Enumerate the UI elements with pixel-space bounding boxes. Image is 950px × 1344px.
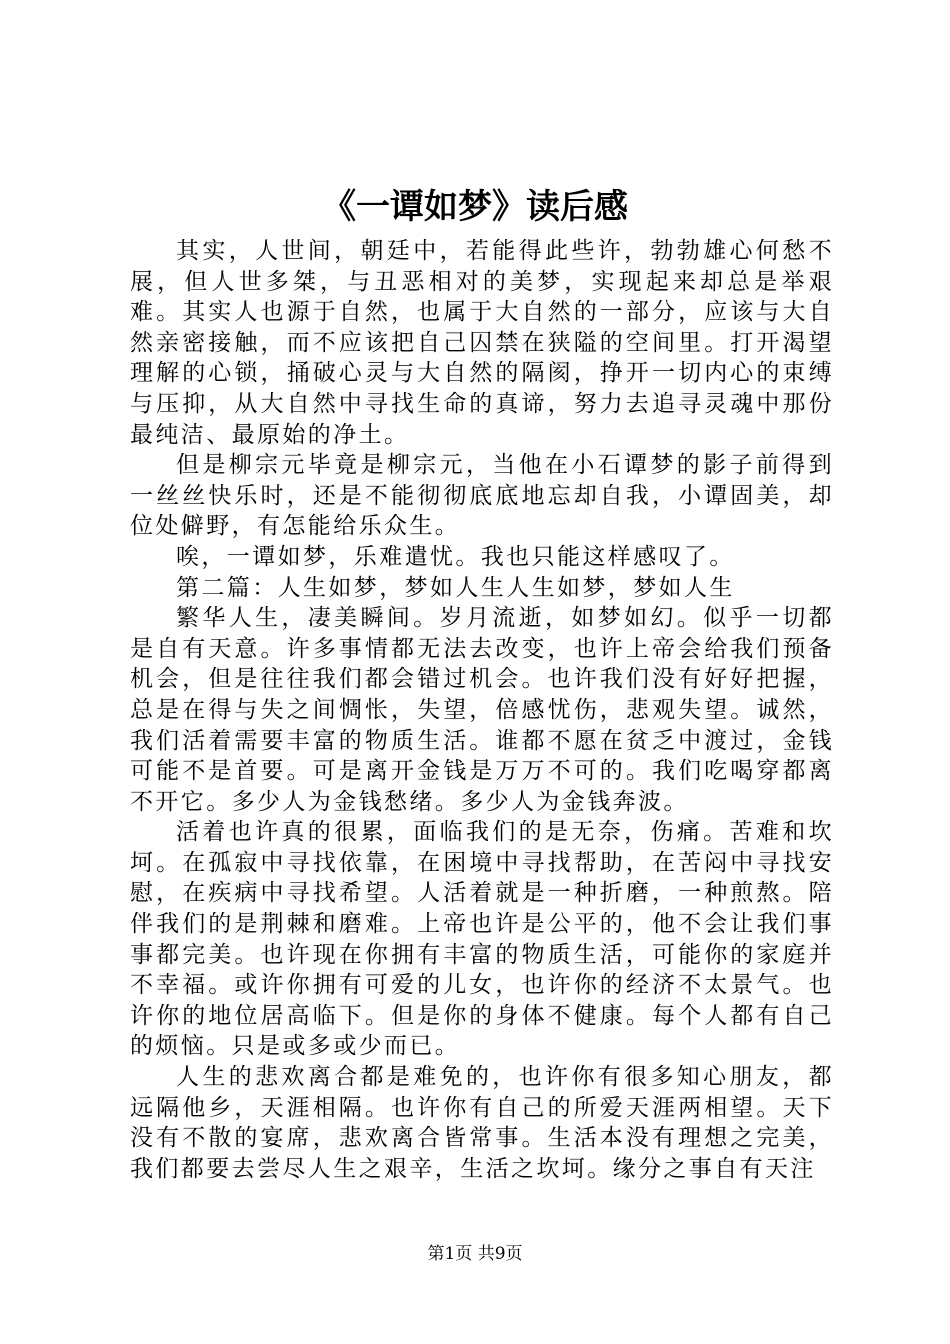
document-title: 《一谭如梦》读后感 [322, 187, 628, 227]
paragraph-3: 唉，一谭如梦，乐难遣忧。我也只能这样感叹了。 [176, 543, 735, 570]
document-body [130, 236, 834, 1184]
paragraph-2: 但是柳宗元毕竟是柳宗元，当他在小石谭梦的影子前得到一丝丝快乐时，还是不能彻彻底底地忘却自我，小谭固美，却位处僻野，有怎能给乐众生。 [130, 452, 834, 540]
paragraph-4: 繁华人生，凄美瞬间。岁月流逝，如梦如幻。似乎一切都是自有天意。许多事情都无法去改变，也许上帝会给我们预备机会，但是往往我们都会错过机会。也许我们没有好好把握，总是在得与失之间惆怅，失望，倍感忧伤，悲观失望。诚然，我们活着需要丰富的物质生活。谁都不愿在贫乏中渡过，金钱可能不是首要。可是离开金钱是万万不可的。我们吃喝穿都离不开它。多少人为金钱愁绪。多少人为金钱奔波。 [130, 605, 834, 815]
page-number-footer: 第1页 共9页 [427, 1244, 523, 1264]
paragraph-1: 其实，人世间，朝廷中，若能得此些许，勃勃雄心何愁不展，但人世多桀，与丑恶相对的美梦，实现起来却总是举艰难。其实人也源于自然，也属于大自然的一部分，应该与大自然亲密接触，而不应该把自己囚禁在狭隘的空间里。打开渴望理解的心锁，捅破心灵与大自然的隔阂，挣开一切内心的束缚与压抑，从大自然中寻找生命的真谛，努力去追寻灵魂中那份最纯洁、最原始的净土。 [130, 238, 834, 448]
paragraph-5: 活着也许真的很累，面临我们的是无奈，伤痛。苦难和坎坷。在孤寂中寻找依靠，在困境中寻找帮助，在苦闷中寻找安慰，在疾病中寻找希望。人活着就是一种折磨，一种煎熬。陪伴我们的是荆棘和磨难。上帝也许是公平的，他不会让我们事事都完美。也许现在你拥有丰富的物质生活，可能你的家庭并不幸福。或许你拥有可爱的儿女，也许你的经济不太景气。也许你的地位居高临下。但是你的身体不健康。每个人都有自己的烦恼。只是或多或少而已。 [130, 819, 834, 1060]
section-heading: 第二篇：人生如梦，梦如人生人生如梦，梦如人生 [176, 574, 735, 601]
paragraph-6: 人生的悲欢离合都是难免的，也许你有很多知心朋友，都远隔他乡，天涯相隔。也许你有自己的所爱天涯两相望。天下没有不散的宴席，悲欢离合皆常事。生活本没有理想之完美，我们都要去尝尽人生之艰辛，生活之坎坷。缘分之事自有天注 [130, 1064, 834, 1182]
